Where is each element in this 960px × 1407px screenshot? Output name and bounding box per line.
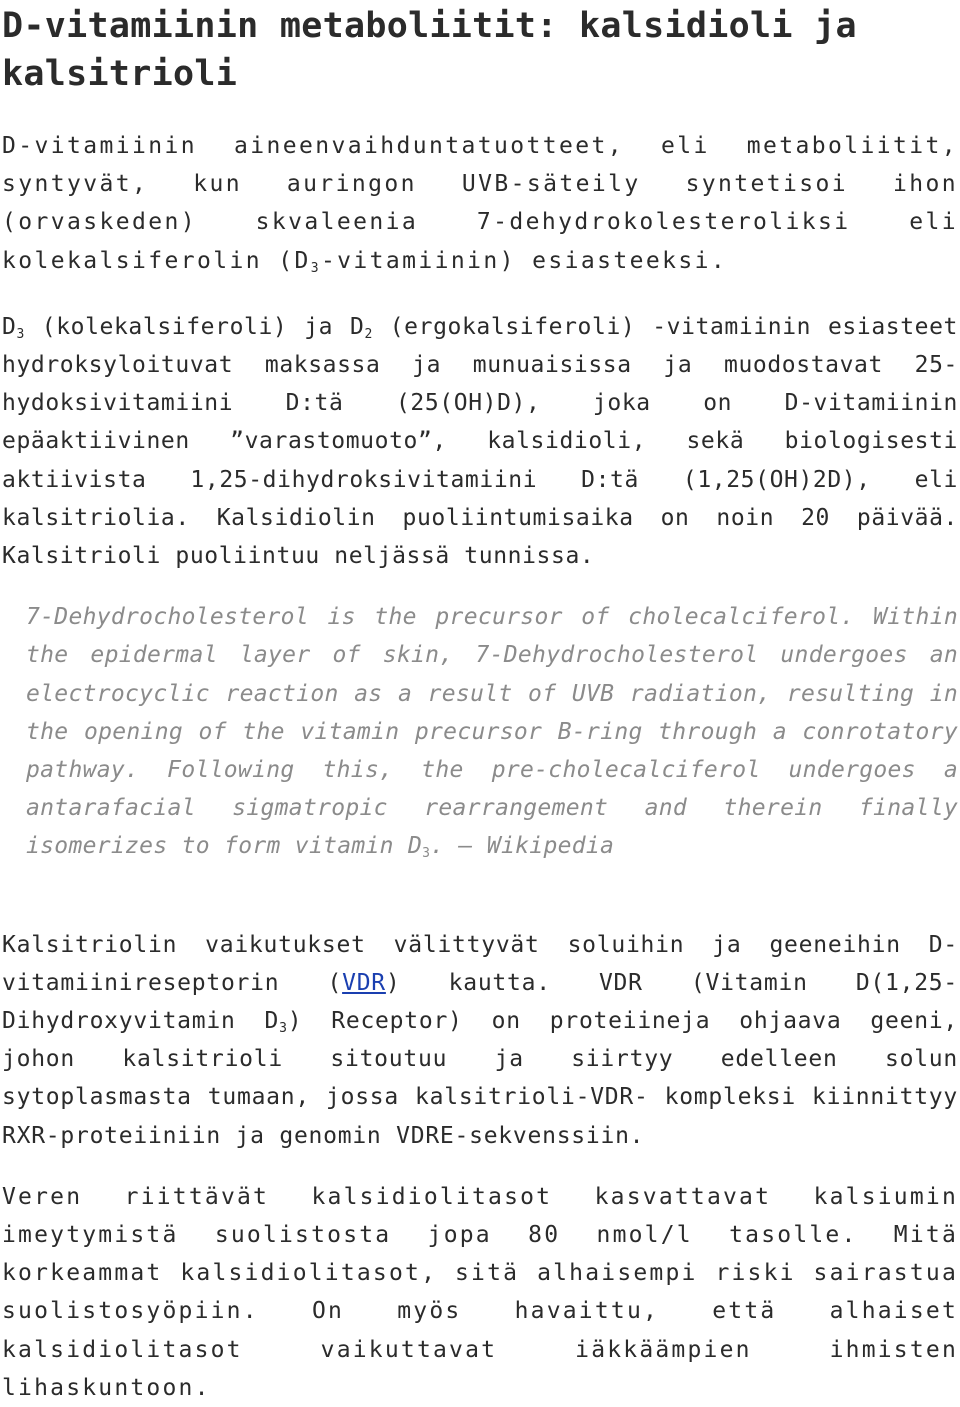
- quote-subscript: 3: [422, 846, 431, 862]
- intro-text-a: D-vitamiinin aineenvaihduntatuotteet, eli metaboliitit, syntyvät, kun auringon UVB-säteily syntetisoi ihon (orvaskeden) skvaleenia 7-dehydrokolesteroliksi eli kolekalsiferolin (D: [2, 133, 958, 274]
- intro-text-b: -vitamiinin) esiasteeksi.: [320, 247, 728, 274]
- d2-subscript: 2: [364, 326, 373, 342]
- receptor-text-b: ) kautta. VDR (Vitamin D(1,25-Dihydroxyvitamin D: [2, 969, 958, 1035]
- quote-text-a: 7-Dehydrocholesterol is the precursor of cholecalciferol. Within the epidermal layer of skin, 7-Dehydrocholesterol undergoes an electrocyclic reaction as a result of UVB radiation, resulting in the opening of the vitamin precursor B-ring through a conrotatory pathway. Following this, the pre-cholecalciferol undergoes a antarafacial sigmatropic rearrangement and therein finally isomerizes to form vitamin D: [26, 604, 958, 860]
- intro-paragraph: [2, 127, 958, 280]
- calcium-paragraph: Veren riittävät kalsidiolitasot kasvattavat kalsiumin imeytymistä suolistosta jopa 80 nmol/l tasolle. Mitä korkeammat kalsidiolitasot, sitä alhaisempi riski sairastua suolistosyöpiin. On myös havaittu, että alhaiset kalsidiolitasot vaikuttavat iäkkäämpien ihmisten lihaskuntoon.: [2, 1183, 958, 1401]
- metabolism-paragraph: [2, 308, 958, 575]
- article-title: D-vitamiinin metaboliitit: kalsidioli ja kalsitrioli: [2, 6, 857, 94]
- receptor-text-a: Kalsitriolin vaikutukset välittyvät soluihin ja geeneihin D-vitamiinireseptorin (: [2, 931, 958, 996]
- receptor-text-c: ) Receptor) on proteiineja ohjaava geeni, johon kalsitrioli sitoutuu ja siirtyy edelleen solun sytoplasmasta tumaan, jossa kalsitrioli-VDR- kompleksi kiinnittyy RXR-proteiiniin ja genomin VDRE-sekvenssiin.: [2, 1008, 959, 1149]
- receptor-paragraph: [2, 926, 958, 1155]
- quote-text-b: . — Wikipedia: [430, 833, 615, 860]
- wikipedia-quote: [2, 598, 958, 865]
- metabolism-text-a: (kolekalsiferoli) ja: [24, 313, 350, 340]
- metabolism-text-b: (ergokalsiferoli) -vitamiinin esiasteet hydroksyloituvat maksassa ja munuaisissa ja muodostavat 25-hydoksivitamiini D:tä (25(OH)D), joka on D-vitamiinin epäaktiivinen ”varastomuoto”, kalsidioli, sekä biologisesti aktiivista 1,25-dihydroksivitamiini D:tä (1,25(OH)2D), eli kalsitriolia. Kalsidiolin puoliintumisaika on noin 20 päivää. Kalsitrioli puoliintuu neljässä tunnissa.: [2, 313, 959, 570]
- intro-subscript: 3: [310, 260, 321, 276]
- d3-label: D: [2, 313, 17, 340]
- d2-label: D: [349, 313, 365, 340]
- d3-subscript: 3: [16, 326, 25, 342]
- receptor-subscript: 3: [279, 1021, 288, 1037]
- vdr-link[interactable]: VDR: [342, 969, 386, 996]
